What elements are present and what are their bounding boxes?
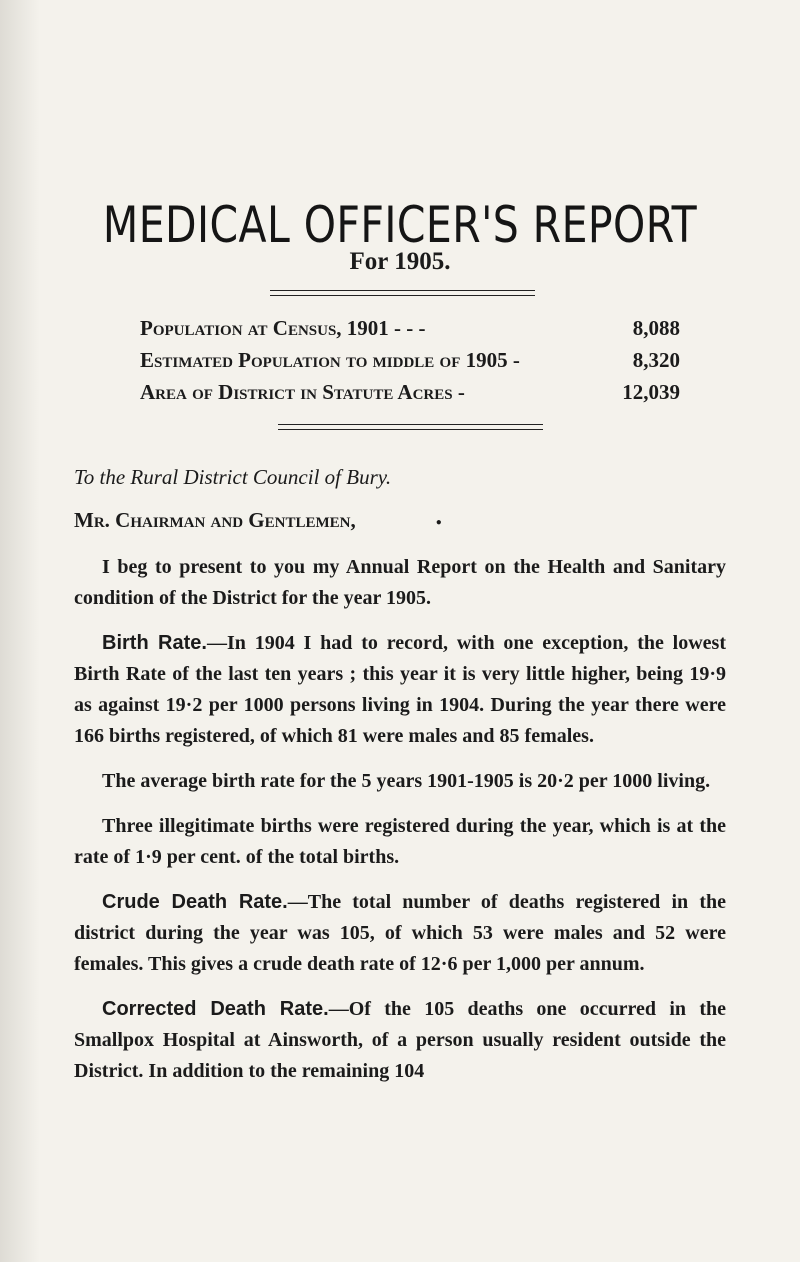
salutation-text: Mr. Chairman and Gentlemen, [74, 508, 356, 532]
report-year: For 1905. [349, 248, 451, 275]
statistics-block [140, 312, 680, 408]
crude-death-rate-paragraph [74, 887, 726, 980]
section-heading-birth-rate: Birth Rate. [102, 631, 207, 654]
crude-death-rate-text: —The total number of deaths registered in the district during the year was 105, of which 53 were males and 52 were females. This gives a crude death rate of 12·6 per 1,000 per annum. [74, 890, 726, 975]
stat-value: 12,039 [622, 380, 680, 404]
intro-paragraph: I beg to present to you my Annual Report on the Health and Sanitary condition of the District for the year 1905. [74, 555, 726, 609]
corrected-death-rate-paragraph [74, 994, 726, 1087]
birth-rate-text: —In 1904 I had to record, with one exception, the lowest Birth Rate of the last ten years ; this year it is very little higher, being 19·9 as against 19·2 per 1000 persons living in 1904. During the year there were 166 births registered, of which 81 were males and 85 females. [74, 631, 727, 747]
section-heading-corrected-death-rate: Corrected Death Rate. [102, 997, 329, 1020]
stat-label: Estimated Population to middle of 1905 - [140, 348, 520, 372]
average-birth-rate-paragraph: The average birth rate for the 5 years 1901-1905 is 20·2 per 1000 living. [102, 769, 711, 792]
stat-label: Population at Census, 1901 - - - [140, 316, 426, 340]
report-title: MEDICAL OFFICER'S REPORT [102, 196, 698, 254]
salutation [74, 505, 726, 538]
stat-row-estimated [140, 344, 680, 376]
section-heading-crude-death-rate: Crude Death Rate. [102, 890, 288, 913]
addressee: To the Rural District Council of Bury. [74, 465, 392, 489]
birth-rate-paragraph [74, 628, 726, 752]
stat-row-area [140, 376, 680, 408]
stat-value: 8,320 [632, 348, 680, 372]
stat-label: Area of District in Statute Acres - [140, 380, 465, 404]
double-rule-bottom [278, 424, 543, 430]
stat-value: 8,088 [632, 316, 680, 340]
ink-dot: ● [435, 516, 442, 528]
illegitimate-births-paragraph: Three illegitimate births were registered during the year, which is at the rate of 1·9 per cent. of the total births. [74, 814, 726, 868]
double-rule-top [270, 290, 535, 296]
stat-row-census [140, 312, 680, 344]
report-body [74, 462, 726, 1101]
corrected-death-rate-text: —Of the 105 deaths one occurred in the Smallpox Hospital at Ainsworth, of a person usually resident outside the District. In addition to the remaining 104 [74, 997, 726, 1082]
page-edge-shadow [0, 0, 40, 1262]
